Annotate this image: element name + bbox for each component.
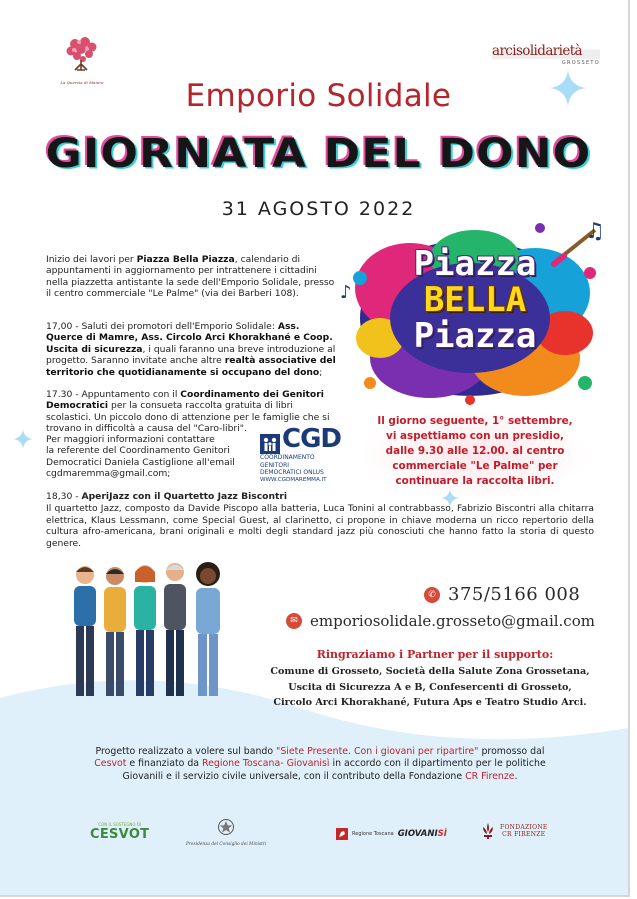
sec1700-text: 17,00 - Saluti dei promotori dell'Emporio Solidale:: [46, 321, 278, 332]
sec1700-text: , i quali faranno una breve introduzione al progetto. Saranno invitate anche altre: [46, 343, 336, 367]
sec1730-text: 17.30 - Appuntamento con il: [46, 389, 181, 400]
partners-heading: Ringraziamo i Partner per il supporto:: [316, 648, 554, 661]
arcisolidarieta-logo: [492, 43, 600, 66]
cgd-url: WWW.CGDMAREMMA.IT: [260, 476, 327, 483]
section-1700: [46, 321, 336, 378]
government-logo: [186, 818, 266, 847]
sec1700-text: ;: [319, 366, 323, 378]
project-highlight: "Siete Presente. Con i giovani per ripartire": [276, 746, 479, 757]
email-icon: ✉: [286, 613, 302, 629]
info-line: Per maggiori informazioni contattare: [46, 434, 215, 445]
sec1700-bold: realtà associative del territorio che quotidianamente si occupano del dono: [46, 355, 336, 378]
info-line: Democratici Daniela Castiglione all'email: [46, 456, 235, 468]
cgd-name: CGD: [282, 424, 342, 454]
project-credits: [84, 746, 556, 783]
phone-contact: [424, 584, 599, 605]
sec1830-time: 18,30 -: [46, 491, 82, 502]
lily-icon: [480, 822, 496, 840]
sec1700-bold: Ass. Querce di Mamre, Ass. Circolo Arci Khorakhané e Coop. Uscita di sicurezza: [46, 321, 333, 355]
svg-text:♪: ♪: [340, 282, 352, 303]
email-contact: [286, 612, 596, 630]
section-1830: [46, 491, 594, 550]
section-1730-info: [46, 434, 261, 480]
intro-text: Inizio dei lavori per: [46, 254, 137, 265]
phone-number[interactable]: 375/5166 008: [448, 584, 581, 605]
project-text: Progetto realizzato a volere sul bando: [95, 746, 277, 757]
regione-label: Regione Toscana: [352, 831, 394, 837]
presidio-line: dalle 9.30 alle 12.00. al centro: [385, 445, 565, 457]
phone-icon: ✆: [424, 587, 440, 603]
presidio-line: commerciale "Le Palme" per: [392, 460, 558, 472]
intro-text: , calendario di appuntamenti in aggiornamento per intrattenere i cittadini nella piazzetta antistante la sede dell'Emporio Solidale, presso il centro commerciale "Le Palme" (via dei Barberi 108).: [46, 254, 335, 300]
project-highlight: Cesvot: [94, 758, 127, 770]
presidio-announcement: [362, 410, 588, 499]
project-text: .: [514, 770, 518, 782]
fcr-line2: CR FIRENZE: [502, 831, 546, 838]
giovanisi-logo: [398, 829, 447, 839]
event-date: 31 AGOSTO 2022: [221, 198, 416, 220]
intro-bold: Piazza Bella Piazza: [136, 254, 235, 265]
bella-word: BELLA: [423, 280, 527, 320]
pegasus-icon: [336, 828, 348, 840]
cgd-line1: COORDINAMENTO: [260, 454, 315, 461]
partners-list: [260, 664, 600, 711]
left-logo-caption: La Quercia di Mamre: [60, 80, 104, 85]
partners-line: Comune di Grosseto, Società della Salute Zona Grossetana,: [270, 666, 590, 677]
right-logo-main: arcisolidarietà: [492, 43, 600, 59]
cgd-line2: GENITORI: [260, 461, 290, 469]
project-text: in accordo con il dipartimento per le politiche Giovanili e il servizio civile universale, con il contributo della Fondazione: [122, 758, 546, 782]
cesvot-logo: [90, 822, 149, 842]
young-people-illustration: [60, 560, 240, 710]
cgd-line3: DEMOCRATICI ONLUS: [260, 469, 324, 476]
cesvot-small: CON IL SOSTEGNO DI: [98, 822, 142, 827]
partners-line: Circolo Arci Khorakhané, Futura Aps e Teatro Studio Arci.: [273, 697, 587, 709]
giovanisi-accent: SÌ: [437, 829, 447, 839]
emblem-icon: [217, 818, 235, 836]
email-address[interactable]: emporiosolidale.grosseto@gmail.com: [310, 612, 595, 630]
cesvot-big: CESVOT: [90, 827, 150, 842]
family-icon: [260, 432, 280, 454]
info-line: la referente del Coordinamento Genitori: [46, 445, 230, 457]
piazza-bella-piazza-logo: [360, 246, 590, 354]
partners-line: Uscita di Sicurezza A e B, Confesercenti di Grosseto,: [288, 681, 572, 693]
sec1730-bold: Coordinamento dei Genitori Democratici: [46, 389, 324, 412]
title-emporio-solidale: Emporio Solidale: [185, 78, 452, 114]
piazza-word-2: Piazza: [413, 316, 537, 356]
presidio-line: continuare la raccolta libri.: [395, 475, 555, 487]
presidio-line: vi aspettiamo con un presidio,: [386, 430, 564, 442]
svg-text:♫: ♫: [585, 219, 605, 244]
regione-toscana-logo: [336, 828, 447, 840]
project-text: promosso dal: [478, 746, 545, 757]
info-email: cgdmaremma@gmail.com;: [46, 468, 171, 480]
project-highlight: Regione Toscana- Giovanisì: [202, 758, 330, 770]
fcr-line1: FONDAZIONE: [500, 824, 548, 831]
sec1730-text: per la consueta raccolta gratuita di libri scolastici. Un piccolo dono di attenzione per le famiglie che si trovano in difficoltà a causa del "Caro-libri".: [46, 400, 330, 435]
sparkle-icon: [12, 428, 34, 450]
project-text: e finanziato da: [126, 758, 203, 770]
presidio-line: Il giorno seguente, 1° settembre,: [377, 415, 573, 427]
project-highlight: CR Firenze: [465, 770, 515, 782]
footer-logos: [68, 818, 578, 858]
sec1830-body: Il quartetto Jazz, composto da Davide Piscopo alla batteria, Luca Tonini al contrabbasso, Fabrizio Biscontri alla chitarra elettrica, Klaus Lessmann, come Special Guest, al clarinetto, ci propone in chiave moderna un ricco repertorio della cultura afro-americana, brani originali e molti degli standard jazz più conosciuti che hanno fatto la storia di questo genere.: [46, 502, 594, 550]
giovanisi-text: GIOVANI: [397, 829, 438, 839]
sec1830-bold: AperiJazz con il Quartetto Jazz Biscontri: [81, 491, 288, 502]
cgd-logo: [260, 424, 358, 482]
piazza-word-1: Piazza: [413, 244, 537, 284]
intro-paragraph: [46, 254, 336, 300]
fondazione-cr-firenze-logo: [480, 822, 548, 840]
government-caption: Presidenza del Consiglio dei Ministri: [186, 842, 267, 847]
title-giornata-del-dono: GIORNATA DEL DONO: [45, 130, 592, 177]
right-logo-sub: GROSSETO: [561, 60, 600, 66]
tree-heart-icon: [59, 34, 105, 74]
